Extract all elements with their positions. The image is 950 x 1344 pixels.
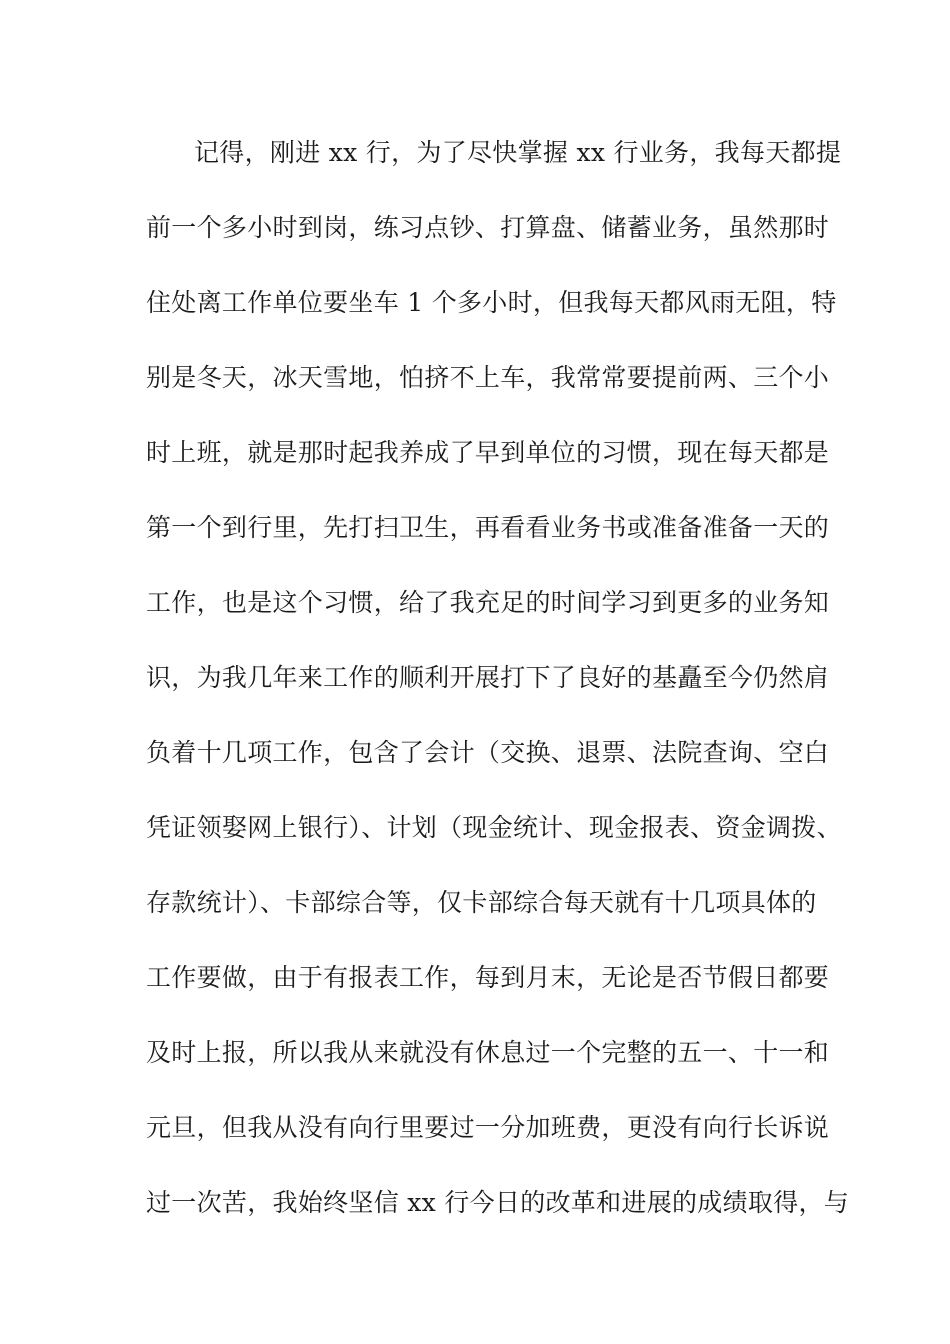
text-line-3: 住处离工作单位要坐车 1 个多小时，但我每天都风雨无阻，特	[146, 288, 837, 317]
text-line-7: 工作，也是这个习惯，给了我充足的时间学习到更多的业务知	[146, 588, 830, 617]
text-line-13: 及时上报，所以我从来就没有休息过一个完整的五一、十一和	[146, 1038, 830, 1067]
text-line-14: 元旦，但我从没有向行里要过一分加班费，更没有向行长诉说	[146, 1113, 830, 1142]
text-line-6: 第一个到行里，先打扫卫生，再看看业务书或准备准备一天的	[146, 513, 830, 542]
text-line-15: 过一次苦，我始终坚信 xx 行今日的改革和进展的成绩取得，与	[146, 1188, 850, 1217]
text-line-9: 负着十几项工作，包含了会计（交换、退票、法院查询、空白	[146, 738, 830, 767]
text-line-1: 记得，刚进 xx 行，为了尽快掌握 xx 行业务，我每天都提	[194, 138, 842, 167]
body-paragraph	[146, 132, 850, 1257]
text-line-8: 识，为我几年来工作的顺利开展打下了良好的基矗至今仍然肩	[146, 663, 830, 692]
text-line-4: 别是冬天，冰天雪地，怕挤不上车，我常常要提前两、三个小	[146, 363, 830, 392]
text-line-12: 工作要做，由于有报表工作，每到月末，无论是否节假日都要	[146, 963, 830, 992]
text-line-2: 前一个多小时到岗，练习点钞、打算盘、储蓄业务，虽然那时	[146, 213, 830, 242]
text-line-10: 凭证领娶网上银行）、计划（现金统计、现金报表、资金调拨、	[146, 813, 842, 842]
text-line-5: 时上班，就是那时起我养成了早到单位的习惯，现在每天都是	[146, 438, 830, 467]
text-line-11: 存款统计）、卡部综合等，仅卡部综合每天就有十几项具体的	[146, 888, 817, 917]
